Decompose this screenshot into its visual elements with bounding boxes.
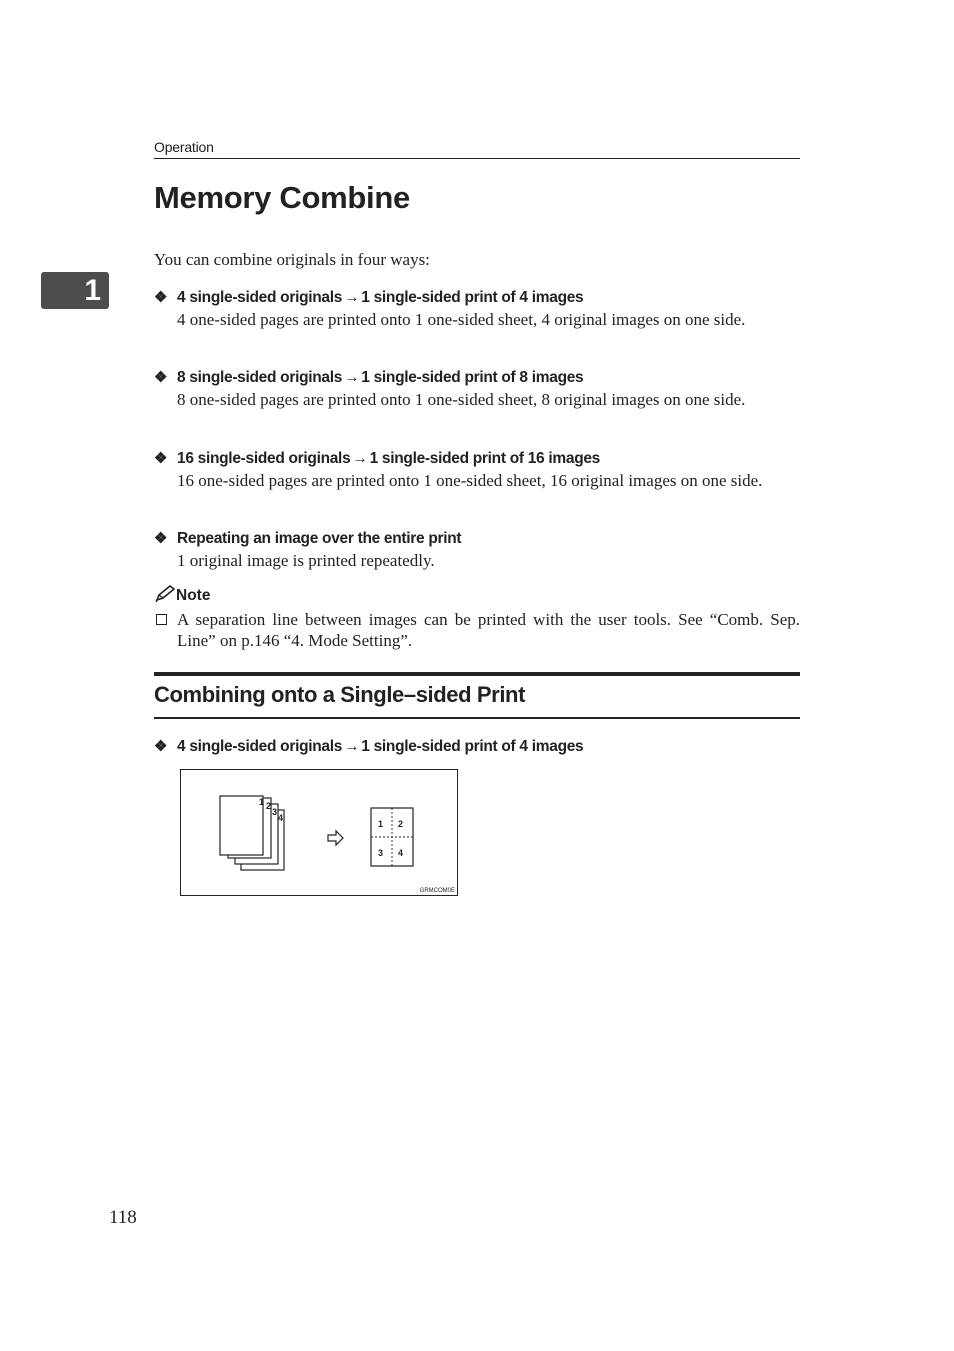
option-heading (154, 736, 800, 758)
heading-print: 1 single-sided print of 4 images (361, 289, 584, 306)
combine-option-8 (154, 367, 800, 410)
page-title: Memory Combine (154, 180, 410, 215)
page-number: 118 (109, 1207, 137, 1228)
option-description: 8 one-sided pages are printed onto 1 one-sided sheet, 8 original images on one side. (177, 390, 746, 409)
header-rule (154, 158, 800, 159)
diamond-bullet-icon: ❖ (154, 369, 168, 386)
checkbox-bullet-icon (156, 614, 167, 625)
chapter-tab: 1 (41, 272, 109, 309)
stack-number-3: 3 (272, 807, 278, 817)
original-page-1 (220, 796, 263, 855)
note-label: Note (176, 587, 211, 604)
intro-text: You can combine originals in four ways: (154, 250, 430, 269)
option-description: 1 original image is printed repeatedly. (177, 551, 435, 570)
diamond-bullet-icon: ❖ (154, 530, 168, 547)
heading-originals: 4 single-sided originals (177, 738, 343, 755)
arrow-right-icon: → (344, 738, 360, 755)
diamond-bullet-icon: ❖ (154, 450, 168, 467)
stack-number-1: 1 (259, 797, 265, 807)
print-number-2: 2 (398, 819, 404, 829)
arrow-right-icon: → (344, 369, 360, 386)
note-text: A separation line between images can be printed with the user tools. See “Comb. Sep. Line” on p.146 “4. Mode Setting”. (177, 610, 800, 650)
heading-print: 1 single-sided print of 16 images (369, 450, 601, 467)
option-heading (154, 528, 800, 550)
combine-option-16 (154, 448, 800, 491)
combine-option-repeat (154, 528, 800, 571)
heading-print: 1 single-sided print of 4 images (361, 738, 584, 755)
diamond-bullet-icon: ❖ (154, 738, 168, 755)
option-heading (154, 448, 800, 470)
combine-illustration (180, 769, 458, 896)
heading-repeat: Repeating an image over the entire print (177, 530, 462, 547)
option-description: 16 one-sided pages are printed onto 1 one-sided sheet, 16 original images on one side. (177, 471, 763, 490)
option-description: 4 one-sided pages are printed onto 1 one-sided sheet, 4 original images on one side. (177, 310, 746, 329)
heading-print: 1 single-sided print of 8 images (361, 369, 584, 386)
print-number-3: 3 (378, 848, 384, 858)
note-item (154, 609, 800, 651)
print-number-4: 4 (398, 848, 404, 858)
pencil-icon (154, 585, 176, 603)
heading-originals: 4 single-sided originals (177, 289, 343, 306)
heading-originals: 16 single-sided originals (177, 450, 351, 467)
stack-number-4: 4 (278, 813, 284, 823)
combine-option-4 (154, 287, 800, 330)
running-head: Operation (154, 139, 214, 155)
arrow-right-icon: → (344, 289, 360, 306)
option-heading (154, 367, 800, 389)
illustration-svg (180, 769, 458, 896)
print-number-1: 1 (378, 819, 384, 829)
stack-number-2: 2 (266, 801, 272, 811)
section-rule-top (154, 672, 800, 676)
note-heading (154, 585, 210, 607)
figure-code: GRMCOM0E (419, 888, 455, 894)
section-option-4 (154, 736, 800, 758)
diamond-bullet-icon: ❖ (154, 289, 168, 306)
section-rule-bottom (154, 717, 800, 719)
combined-print-icon (371, 808, 413, 866)
section-title: Combining onto a Single–sided Print (154, 682, 526, 707)
heading-originals: 8 single-sided originals (177, 369, 343, 386)
option-heading (154, 287, 800, 309)
arrow-right-icon: → (352, 450, 368, 467)
